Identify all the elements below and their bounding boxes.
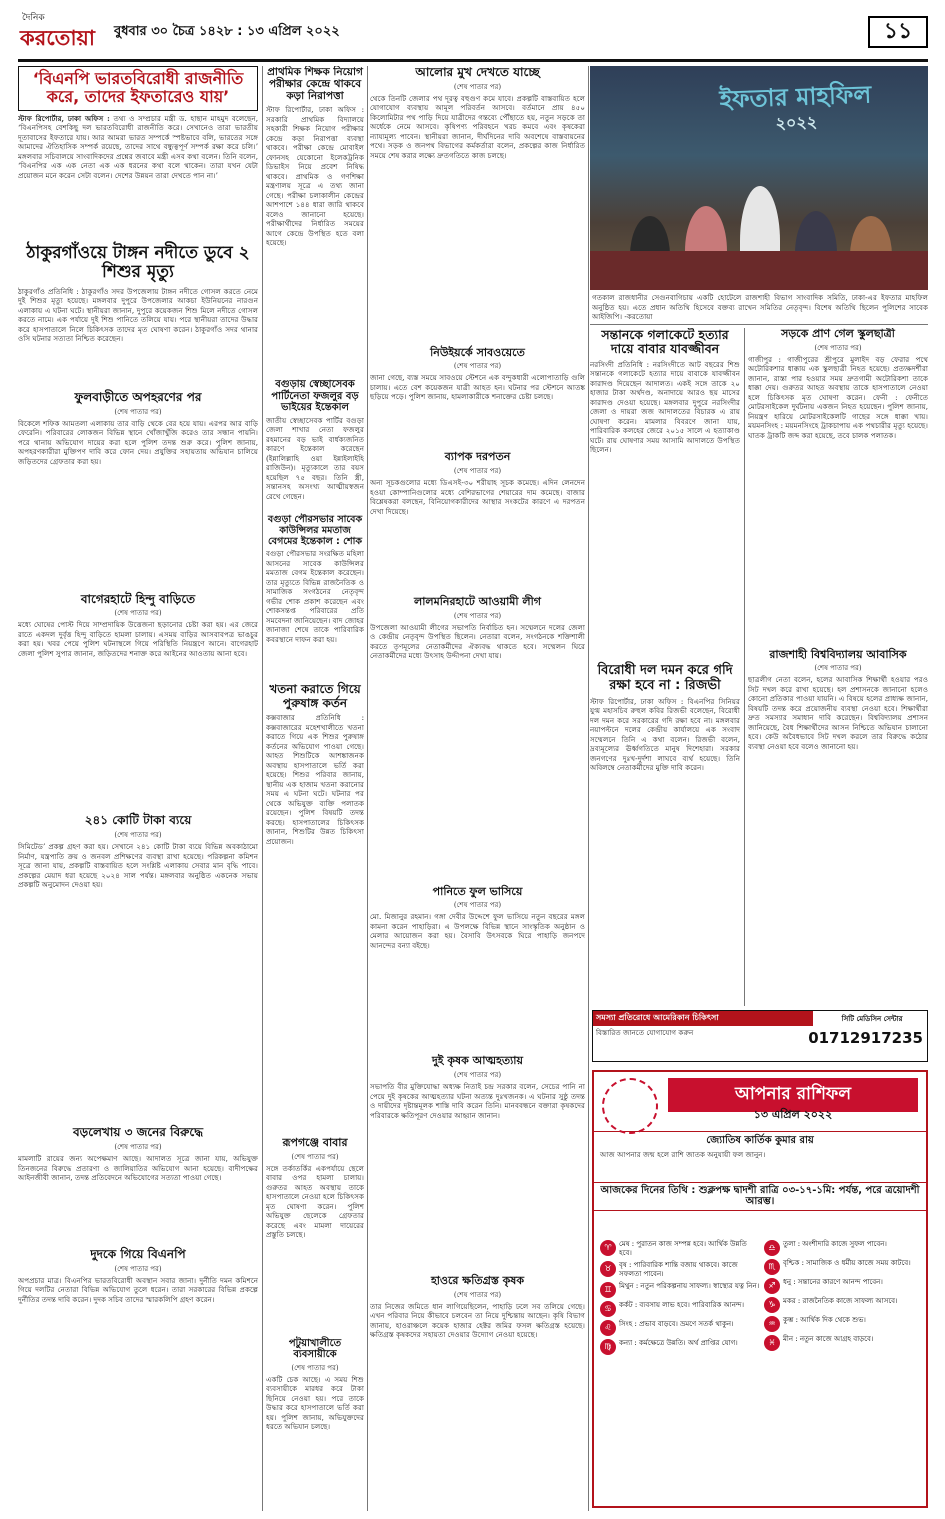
article-body: ঠাকুরগাঁও প্রতিনিধি : ঠাকুরগাঁও সদর উপজেলায় টাঙ্গন নদীতে গোসল করতে নেমে দুই শিশুর মৃত্যু হয়েছে। মঙ্গলবার দুপুরে উপজেলার আকচা ইউনিয়নের নারগুন এলাকায় এ ঘটনা ঘটে। স্থানীয়রা জানান, দুপুরে কয়েকজন শিশু মিলে নদীতে গোসল করতে নামে। এক পর্যায়ে দুই শিশু পানিতে তলিয়ে যায়। পরে স্থানীয়রা তাদের উদ্ধার করে হাসপাতালে নিলে চিকিৎসক তাদের মৃত ঘোষণা করেন। ঠাকুরগাঁও সদর থানার ওসি ঘটনার সত্যতা নিশ্চিত করেছেন।: [18, 286, 258, 344]
continued-label: (শেষ পাতার পর): [291, 1152, 339, 1161]
horoscope-text: বৃষ : পারিবারিক শান্তি বজায় থাকবে। কাজে সফলতা পাবেন।: [619, 1261, 738, 1278]
continued-label: (শেষ পাতার পর): [114, 609, 162, 618]
headline-ru-residential: রাজশাহী বিশ্ববিদ্যালয় আবাসিক: [769, 647, 907, 661]
zodiac-icon: ♒: [764, 1316, 780, 1332]
article-body: অন্য সূচকগুলোর মধ্যে ডিএসই-৩০ শরীয়াহ সূচক কমেছে। এদিন লেনদেন হওয়া কোম্পানিগুলোর মধ্যে বেশিরভাগের শেয়ারের দাম কমেছে। বাজার বিশ্লেষকরা বলছেন, বিনিয়োগকারীদের আস্থার সংকটের কারণে এ দরপতন দেখা দিয়েছে।: [370, 478, 585, 516]
ad-title: সমস্যা প্রতিরোধে আমেরিকান চিকিৎসা: [593, 1011, 813, 1026]
article-body: জাতীয় স্বেচ্ছাসেবক পার্টির বগুড়া জেলা শাখার নেতা ফজলুর রহমানের বড় ভাই বার্ধক্যজনিত কারণে ইন্তেকাল করেছেন (ইন্নালিল্লাহি ওয়া ইন্নাইলাইহি রাজিউন)। মৃত্যুকালে তার বয়স হয়েছিল ৭৫ বছর। তিনি স্ত্রী, সন্তানসহ অসংখ্য আত্মীয়স্বজন রেখে গেছেন।: [266, 415, 364, 501]
article-body: গাজীপুর : গাজীপুরের শ্রীপুরে মুলাইদ বড় ফেরার পথে অটোরিকশার ধাক্কায় এক স্কুলছাত্রী নিহত হয়েছে। প্রত্যক্ষদর্শীরা জানান, রাস্তা পার হওয়ার সময় দ্রুতগামী অটোরিকশা তাকে ধাক্কা দেয়। গুরুতর আহত অবস্থায় তাকে হাসপাতালে নেওয়া হলে চিকিৎসক মৃত ঘোষণা করেন। ফেনী : ফেনীতে মোটরসাইকেল দুর্ঘটনায় একজন নিহত হয়েছেন। পুলিশ জানায়, নিয়ন্ত্রণ হারিয়ে মোটরসাইকেলটি গাছের সঙ্গে ধাক্কা খায়। ময়মনসিংহ : ময়মনসিংহে ট্রাকচাপায় এক পথচারীর মৃত্যু হয়েছে। ঘাতক ট্রাকটি জব্দ করা হয়েছে, তবে চালক পলাতক।: [748, 354, 928, 440]
continued-label: (শেষ পাতার পর): [814, 343, 862, 352]
horoscope-text: মীন : নতুন কাজে আগ্রহ বাড়বে।: [783, 1335, 874, 1343]
horoscope-intro: আজ আপনার জন্ম হলে রাশি জাতক অনুযায়ী ফল জানুন।: [600, 1149, 766, 1159]
horoscope-sign-3: [600, 1301, 760, 1317]
article-body: বিকেলে শফিক আমতলা এলাকায় তার বাড়ি থেকে বের হয়ে যায়। এরপর আর বাড়ি ফেরেনি। পরিবারের লোকজন বিভিন্ন স্থানে খোঁজাখুঁজি করেও তার সন্ধান পায়নি। পরে থানায় অভিযোগ দায়ের করা হলে পুলিশ তদন্ত শুরু করে। পুলিশ জানায়, অপহরণকারীরা মুক্তিপণ দাবি করে ফোন দেয়। প্রযুক্তির সহায়তায় অভিযান চালিয়ে জড়িতদের গ্রেফতার করা হয়।: [18, 418, 258, 466]
zodiac-icon: ♎: [764, 1240, 780, 1256]
headline-drowning: ঠাকুরগাঁওয়ে টাঙ্গন নদীতে ডুবে ২ শিশুর মৃত্যু: [26, 242, 250, 283]
banner-text: ইফতার মাহফিল: [719, 80, 872, 114]
zodiac-icon: ♋: [600, 1301, 616, 1317]
column-divider: [588, 66, 589, 1511]
continued-label: (শেষ পাতার পর): [453, 1071, 502, 1079]
headline-haor-farmer: হাওরে ক্ষতিগ্রস্ত কৃষক: [430, 1274, 525, 1287]
tithi-line: আজকের দিনের তিথি : শুক্লপক্ষ দ্বাদশী রাত্রি ০৩-১৭-১মি: পর্যন্ত, পরে ত্রয়োদশী আরম্ভ।: [594, 1182, 926, 1211]
headline-newyork-subway: নিউইয়র্কে সাবওয়েতে: [430, 345, 525, 359]
horoscope-sign-5: [600, 1339, 760, 1355]
continued-label: (শেষ পাতার পর): [453, 467, 502, 476]
horoscope-sign-0: [764, 1240, 924, 1256]
dateline: বুধবার ৩০ চৈত্র ১৪২৮ : ১৩ এপ্রিল ২০২২: [114, 24, 340, 39]
continued-label: (শেষ পাতার পর): [114, 1143, 162, 1152]
column-divider: [744, 328, 745, 1006]
continued-label: (শেষ পাতার পর): [453, 611, 502, 620]
article-body: উপজেলা আওয়ামী লীগের সভাপতি নির্বাচিত হন। সম্মেলনে দলের জেলা ও কেন্দ্রীয় নেতৃবৃন্দ উপস্থিত ছিলেন। নেতারা বলেন, সংগঠনকে শক্তিশালী করতে তৃণমূলের নেতাকর্মীদের ঐক্যবদ্ধ থাকতে হবে। সম্মেলন ঘিরে নেতাকর্মীদের মধ্যে উৎসাহ উদ্দীপনা দেখা যায়।: [370, 622, 585, 661]
horoscope-date: ১৩ এপ্রিল ২০২২: [753, 1108, 833, 1121]
headline-fulbari: ফুলবাড়ীতে অপহরণের পর: [74, 389, 202, 404]
article-body: তার নিজের জমিতে ধান লাগিয়েছিলেন, পাহাড়ি ঢলে সব তলিয়ে গেছে। এখন পরিবার নিয়ে কীভাবে চলবেন তা নিয়ে দুশ্চিন্তায় আছেন। কৃষি বিভাগ জানায়, হাওরাঞ্চলে কয়েক হাজার হেক্টর জমির ফসল ক্ষতিগ্রস্ত হয়েছে। ক্ষতিগ্রস্ত কৃষকদের সহায়তা দেওয়ার উদ্যোগ নেওয়া হয়েছে।: [370, 1301, 585, 1340]
headline-patuakhali: পটুয়াখালীতে ব্যবসায়ীকে: [288, 1337, 342, 1361]
column-1: [18, 66, 258, 1511]
horoscope-sign-4: [764, 1316, 924, 1332]
iftar-photo: [590, 66, 928, 290]
article-body: সভাপতি বীর মুক্তিযোদ্ধা অধ্যক্ষ নিতাই চন্দ্র সরকার বলেন, সেচের পানি না পেয়ে দুই কৃষকের আত্মহত্যার ঘটনা অত্যন্ত দুঃখজনক। এ ঘটনার সুষ্ঠু তদন্ত ও দায়ীদের দৃষ্টান্তমূলক শাস্তি দাবি করেন তিনি। মানববন্ধনে বক্তারা কৃষকদের পরিবারকে ক্ষতিপূরণ দেওয়ার আহ্বান জানান।: [370, 1082, 585, 1120]
ad-body: বিস্তারিত জানতে যোগাযোগ করুন: [596, 1028, 694, 1037]
headline-bogura-death: বগুড়ায় স্বেচ্ছাসেবক পার্টিনেতা ফজলুর বড় ভাইয়ের ইন্তেকাল: [271, 379, 359, 414]
article-body: ছাত্রলীগ নেতা বলেন, হলের আবাসিক শিক্ষার্থী হওয়ার পরও সিট দখল করে রাখা হয়েছে। হল প্রশাসনকে জানানো হলেও কোনো প্রতিকার পাওয়া যায়নি। এ বিষয়ে হলের প্রাধ্যক্ষ জানান, বিষয়টি তদন্ত করে প্রয়োজনীয় ব্যবস্থা নেওয়া হবে। শিক্ষার্থীরা দ্রুত সমস্যার সমাধান দাবি করেছেন। বিশ্ববিদ্যালয় প্রশাসন জানিয়েছে, বৈধ শিক্ষার্থীদের আসন নিশ্চিতে অভিযান চালানো হবে। কেউ অবৈধভাবে সিট দখল করলে তার বিরুদ্ধে কঠোর ব্যবস্থা নেওয়া হবে বলেও জানানো হয়।: [748, 675, 928, 751]
zodiac-icon: ♈: [600, 1240, 616, 1256]
headline-market-fall: ব্যাপক দরপতন: [444, 450, 511, 464]
horoscope-text: মিথুন : নতুন পরিকল্পনায় সাফল্য। স্বাস্থ্যের যত্ন নিন।: [619, 1282, 760, 1290]
headline-rupganj: রূপগঞ্জে বাবার: [282, 1136, 348, 1150]
article-body: স্টাফ রিপোর্টার, ঢাকা অফিস : বিএনপির সিনিয়র যুগ্ম মহাসচিব রুহুল কবির রিজভী বলেছেন, বিরোধী দল দমন করে সরকারের গদি রক্ষা হবে না। মঙ্গলবার নয়াপল্টনে দলের কেন্দ্রীয় কার্যালয়ে এক সংবাদ সম্মেলনে তিনি এ কথা বলেন। রিজভী বলেন, দ্রব্যমূল্যের ঊর্ধ্বগতিতে মানুষ দিশেহারা। সরকার জনগণের দুঃখ-দুর্দশা লাঘবে ব্যর্থ হয়েছে। তিনি অবিলম্বে নেতাকর্মীদের মুক্তি দাবি করেন।: [590, 696, 740, 773]
page-number: ১১: [868, 16, 928, 48]
headline-dudok: দুদকে গিয়ে বিএনপি: [90, 1247, 186, 1262]
headline-farmer-suicide: দুই কৃষক আত্মহত্যায়: [432, 1054, 523, 1068]
photo-caption: গতকাল রাজধানীর সেগুনবাগিচায় একটি হোটেলে রাজশাহী বিভাগ সাংবাদিক সমিতি, ঢাকা-এর ইফতার মাহফিল অনুষ্ঠিত হয়। এতে প্রধান অতিথি হিসেবে বক্তব্য রাখেন সমিতির নেতৃবৃন্দ। বিশেষ অতিথি ছিলেন পুলিশের সাবেক আইজিপি। -করতোয়া: [592, 293, 928, 321]
horoscope-text: কন্যা : কর্মক্ষেত্রে উন্নতি। অর্থ প্রাপ্তির যোগ।: [619, 1339, 738, 1347]
horoscope-left-column: [600, 1240, 760, 1358]
masthead-rule: [18, 59, 928, 62]
horoscope-text: তুলা : অংশীদারি কাজে সুফল পাবেন।: [783, 1240, 887, 1248]
article-body: কক্সবাজার প্রতিনিধি : কক্সবাজারের মহেশখালীতে খতনা করাতে গিয়ে এক শিশুর পুরুষাঙ্গ কর্তনের অভিযোগ পাওয়া গেছে। আহত শিশুটিকে আশঙ্কাজনক অবস্থায় হাসপাতালে ভর্তি করা হয়েছে। শিশুর পরিবার জানায়, স্থানীয় এক হাজাম খতনা করানোর সময় এ ঘটনা ঘটে। ঘটনার পর থেকে অভিযুক্ত ব্যক্তি পলাতক রয়েছেন। পুলিশ বিষয়টি তদন্ত করছে। হাসপাতালের চিকিৎসক জানান, শিশুটির উন্নত চিকিৎসা প্রয়োজন।: [266, 713, 364, 846]
continued-label: (শেষ পাতার পর): [114, 1264, 162, 1273]
article-body: মো. মিজানুর রহমান। গঙ্গা দেবীর উদ্দেশে ফুল ভাসিয়ে নতুন বছরের মঙ্গল কামনা করেন পাহাড়িরা। এ উপলক্ষে বিভিন্ন স্থানে সাংস্কৃতিক অনুষ্ঠান ও মেলার আয়োজন করা হয়। বৈসাবি উৎসবকে ঘিরে পাহাড়ি জনপদে আনন্দের বন্যা বইছে।: [370, 912, 585, 950]
article-body: নরসিংদী প্রতিনিধি : নরসিংদীতে আট বছরের শিশু সন্তানকে গলাকেটে হত্যার দায়ে বাবাকে যাবজ্জীবন কারাদণ্ড দিয়েছেন আদালত। একই সঙ্গে তাকে ২০ হাজার টাকা অর্থদণ্ড, অনাদায়ে আরও ছয় মাসের কারাদণ্ড দেওয়া হয়েছে। মঙ্গলবার দুপুরে নরসিংদীর জেলা ও দায়রা জজ আদালতের বিচারক এ রায় ঘোষণা করেন। মামলার বিবরণে জানা যায়, পারিবারিক কলহের জেরে ২০১৫ সালে এ হত্যাকাণ্ড ঘটে। রায় ঘোষণার সময় আসামি আদালতে উপস্থিত ছিলেন।: [590, 359, 740, 455]
section-divider: [590, 324, 928, 325]
article-body: একটি চেক আছে। এ সময় শিশু ব্যবসায়ীকে মারধর করে টাকা ছিনিয়ে নেওয়া হয়। পরে তাকে উদ্ধার করে হাসপাতালে ভর্তি করা হয়। পুলিশ জানায়, অভিযুক্তদের ধরতে অভিযান চলছে।: [266, 1374, 364, 1432]
continued-label: (শেষ পাতার পর): [814, 664, 862, 673]
horoscope-header: [594, 1072, 926, 1132]
continued-label: (শেষ পাতার পর): [114, 407, 162, 416]
horoscope-sign-3: [764, 1297, 924, 1313]
ad-phone: 01712917235: [808, 1029, 923, 1047]
horoscope-text: মেষ : পুরাতন কাজ সম্পন্ন হবে। আর্থিক উন্নতি হবে।: [619, 1240, 747, 1257]
article-body: [18, 114, 258, 240]
logo-small-text: দৈনিক: [22, 13, 45, 23]
article-body: অপপ্রচার মাত্র। বিএনপির ভারতবিরোধী অবস্থান সবার জানা। দুর্নীতি দমন কমিশনে গিয়ে দলটির নেতারা বিভিন্ন অভিযোগ তুলে ধরেন। তারা সরকারের বিভিন্ন প্রকল্পে দুর্নীতির তদন্ত দাবি করেন। দুদক সচিব তাদের স্মারকলিপি গ্রহণ করেন।: [18, 1275, 258, 1304]
horoscope-text: কর্কট : ব্যবসায় লাভ হবে। পারিবারিক আনন্দ।: [619, 1301, 745, 1309]
continued-label: (শেষ পাতার পর): [453, 901, 502, 910]
byline: স্টাফ রিপোর্টার, ঢাকা অফিস :: [18, 113, 110, 123]
zodiac-icon: ♓: [764, 1335, 780, 1351]
headline-lalmonirhat-al: লালমনিরহাটে আওয়ামী লীগ: [414, 595, 541, 609]
article-text: তথ্য ও সম্প্রচার মন্ত্রী ড. হাছান মাহমুদ বলেছেন, ‘বিএনপিসহ বেশকিছু দল ভারতবিরোধী রাজনীতি করে। সেখানেও তারা ভারতীয় দূতাবাসের ইফতারে যায়। আর আমরা ভারত সম্পর্কে স্পষ্টভাবে বলি, ভারতের সঙ্গে আমাদের ঐতিহাসিক সম্পর্ক রয়েছে, তাদের সাথে বন্ধুত্বপূর্ণ সম্পর্ক রক্ষা করে চলি।’ মঙ্গলবার সচিবালয়ে সাংবাদিকদের প্রশ্নের জবাবে মন্ত্রী এসব কথা বলেন। তিনি বলেন, ‘বিএনপির এক এক নেতা এক এক ধরনের কথা বলে থাকেন। তারা যখন যেটা প্রয়োজন মনে করেন সেটা বলেন। দেশের উন্নয়ন তারা দেখতে পান না।’: [18, 113, 258, 180]
zodiac-icon: ♍: [600, 1339, 616, 1355]
horoscope-sign-1: [764, 1259, 924, 1275]
article-body: থেকে তিনটি জেলার পথ দূরত্ব বহুগুণ কমে যাবে। প্রকল্পটি বাস্তবায়িত হলে যোগাযোগ ব্যবস্থায় আমূল পরিবর্তন আসবে। বর্তমানে প্রায় ৪৫০ কিলোমিটার পথ পাড়ি দিয়ে যাত্রীদের গন্তব্যে পৌঁছাতে হয়, নতুন সড়কে তা অর্ধেকে নেমে আসবে। কৃষিপণ্য পরিবহনে খরচ কমবে এবং কৃষকেরা ন্যায্যমূল্য পাবেন। স্থানীয়রা জানান, দীর্ঘদিনের দাবি অবশেষে বাস্তবায়নের পথে। সড়ক ও জনপথ বিভাগের কর্মকর্তারা বলেন, প্রকল্পের কাজ নির্ধারিত সময়ে শেষ করার লক্ষ্যে দ্রুতগতিতে কাজ চলছে।: [370, 93, 585, 160]
iftar-banner: [719, 81, 872, 138]
headline-light-of-day: আলোর মুখ দেখতে যাচ্ছে: [415, 66, 540, 79]
headline-circumcision: খতনা করাতে গিয়ে পুরুষাঙ্গ কর্তন: [269, 682, 361, 711]
column-3: [370, 66, 585, 1511]
horoscope-box: [592, 1070, 928, 1508]
horoscope-sign-2: [600, 1282, 760, 1298]
horoscope-text: ধনু : সন্তানের কারণে আনন্দ পাবেন।: [783, 1278, 883, 1286]
headline-flowers-water: পানিতে ফুল ভাসিয়ে: [432, 884, 523, 898]
column-4: [590, 328, 740, 1006]
newspaper-logo: [18, 8, 110, 58]
headline-barlekha: বড়লেখায় ৩ জনের বিরুদ্ধে: [72, 1125, 204, 1140]
headline-teacher-exam: প্রাথমিক শিক্ষক নিয়োগ পরীক্ষার কেন্দ্রে থাকবে কড়া নিরাপত্তা: [267, 66, 363, 103]
article-body: মামলাটি রায়ের জন্য অপেক্ষমাণ আছে। আদালত সূত্রে জানা যায়, অভিযুক্ত তিনজনের বিরুদ্ধে প্রতারণা ও জালিয়াতির অভিযোগ আনা হয়েছে। বাদীপক্ষের আইনজীবী জানান, তদন্ত প্রতিবেদনে অভিযোগের সত্যতা পাওয়া গেছে।: [18, 1154, 258, 1183]
horoscope-text: সিংহ : প্রভাব বাড়বে। ভ্রমণে সতর্ক থাকুন।: [619, 1320, 734, 1328]
continued-label: (শেষ পাতার পর): [291, 1363, 339, 1372]
continued-label: (শেষ পাতার পর): [453, 362, 502, 371]
article-body: বগুড়া পৌরসভার সংরক্ষিত মহিলা আসনের সাবেক কাউন্সিলর মমতাজ বেগম ইন্তেকাল করেছেন। তার মৃত্যুতে বিভিন্ন রাজনৈতিক ও সামাজিক সংগঠনের নেতৃবৃন্দ গভীর শোক প্রকাশ করেছেন এবং শোকসন্তপ্ত পরিবারের প্রতি সমবেদনা জানিয়েছেন। বাদ জোহর জানাজা শেষে তাকে পারিবারিক কবরস্থানে দাফন করা হয়।: [266, 549, 364, 644]
headline-box: [18, 66, 258, 111]
continued-label: (শেষ পাতার পর): [453, 1290, 502, 1299]
banner-year: ২০২২: [775, 112, 818, 133]
continued-label: (শেষ পাতার পর): [453, 82, 502, 91]
article-body: মধ্যে ঘোষের পোস্ট দিয়ে সাম্প্রদায়িক উত্তেজনা ছড়ানোর চেষ্টা করা হয়। এর জেরে রাতে একদল দুর্বৃত্ত হিন্দু বাড়িতে হামলা চালায়। এসময় বাড়ির আসবাবপত্র ভাঙচুর করা হয়। খবর পেয়ে পুলিশ ঘটনাস্থলে গিয়ে পরিস্থিতি নিয়ন্ত্রণে আনে। বাগেরহাট জেলা পুলিশ সুপার জানান, জড়িতদের শনাক্ত করে আইনের আওতায় আনা হবে।: [18, 620, 258, 658]
zodiac-icon: ♊: [600, 1282, 616, 1298]
horoscope-text: কুম্ভ : আর্থিক দিক থেকে শুভ।: [783, 1316, 866, 1324]
horoscope-text: মকর : রাজনৈতিক কাজে সাফল্য আসবে।: [783, 1297, 898, 1305]
masthead: [18, 8, 928, 58]
horoscope-author: জ্যোতিষ কার্তিক কুমার রায়: [706, 1135, 814, 1146]
advertisement: [592, 1010, 928, 1062]
horoscope-sign-5: [764, 1335, 924, 1351]
article-body: স্টাফ রিপোর্টার, ঢাকা অফিস : সরকারি প্রাথমিক বিদ্যালয়ে সহকারী শিক্ষক নিয়োগ পরীক্ষার কেন্দ্রে কড়া নিরাপত্তা ব্যবস্থা থাকবে। পরীক্ষা কেন্দ্রে মোবাইল ফোনসহ যেকোনো ইলেকট্রনিক ডিভাইস নিয়ে প্রবেশ নিষিদ্ধ থাকবে। প্রাথমিক ও গণশিক্ষা মন্ত্রণালয় সূত্রে এ তথ্য জানা গেছে। পরীক্ষা চলাকালীন কেন্দ্রের আশপাশে ১৪৪ ধারা জারি থাকবে বলেও জানানো হয়েছে। পরীক্ষার্থীদের নির্ধারিত সময়ের আগে কেন্দ্রে উপস্থিত হতে বলা হয়েছে।: [266, 105, 364, 248]
zodiac-icon: ♑: [764, 1297, 780, 1313]
headline-bnp-india: ‘বিএনপি ভারতবিরোধী রাজনীতি করে, তাদের ইফতারেও যায়’: [32, 69, 244, 107]
zodiac-icon: ♉: [600, 1261, 616, 1277]
headline-241-crore: ২৪১ কোটি টাকা ব্যয়ে: [84, 813, 192, 828]
zodiac-icon: ♏: [764, 1259, 780, 1275]
head-table: [590, 251, 928, 290]
zodiac-icon: ♌: [600, 1320, 616, 1336]
horoscope-right-column: [764, 1240, 924, 1354]
logo-name: করতোয়া: [20, 26, 95, 50]
column-2: [266, 66, 364, 1511]
column-divider: [367, 66, 368, 1511]
article-body: জানা গেছে, ব্যস্ত সময়ে সাবওয়ে স্টেশনে এক বন্দুকধারী এলোপাতাড়ি গুলি চালায়। এতে বেশ কয়েকজন যাত্রী আহত হন। ঘটনার পর স্টেশনে আতঙ্ক ছড়িয়ে পড়ে। পুলিশ জানায়, হামলাকারীকে শনাক্তের চেষ্টা চলছে।: [370, 373, 585, 402]
headline-road-accident: সড়কে প্রাণ গেল স্কুলছাত্রী: [781, 328, 895, 340]
horoscope-sign-2: [764, 1278, 924, 1294]
zodiac-wheel-icon: [602, 1078, 658, 1134]
headline-father-life-term: সন্তানকে গলাকেটে হত্যার দায়ে বাবার যাবজ্জীবন: [601, 328, 729, 357]
article-body: সিমিটেড’ প্রকল্প গ্রহণ করা হয়। সেখানে ২৪১ কোটি টাকা ব্যয়ে বিভিন্ন অবকাঠামো নির্মাণ, যন্ত্রপাতি ক্রয় ও জনবল প্রশিক্ষণের ব্যবস্থা রাখা হয়েছে। পরিকল্পনা কমিশন সূত্রে জানা যায়, প্রকল্পটি বাস্তবায়িত হলে সংশ্লিষ্ট এলাকায় সেবার মান বৃদ্ধি পাবে। প্রকল্পের মেয়াদ ধরা হয়েছে ২০২৪ সাল পর্যন্ত। মঙ্গলবার অনুষ্ঠিত একনেক সভায় প্রকল্পটি অনুমোদন দেওয়া হয়।: [18, 842, 258, 890]
continued-label: (শেষ পাতার পর): [114, 831, 162, 840]
ad-right-title: সিটি মেডিসিন সেন্টার: [841, 1015, 903, 1023]
horoscope-title: আপনার রাশিফল: [668, 1078, 918, 1112]
column-divider: [262, 66, 263, 1511]
horoscope-text: বৃশ্চিক : সামাজিক ও ধর্মীয় কাজে সময় কাটবে।: [783, 1259, 911, 1267]
headline-rizvi: বিরোধী দল দমন করে গদি রক্ষা হবে না : রিজভী: [597, 662, 733, 693]
zodiac-icon: ♐: [764, 1278, 780, 1294]
horoscope-sign-4: [600, 1320, 760, 1336]
horoscope-sign-1: [600, 1261, 760, 1279]
column-5: [748, 328, 928, 1006]
article-body: সঙ্গে তর্কাতর্কির একপর্যায়ে ছেলে বাবার ওপর হামলা চালায়। গুরুতর আহত অবস্থায় তাকে হাসপাতালে নেওয়া হলে চিকিৎসক মৃত ঘোষণা করেন। পুলিশ অভিযুক্ত ছেলেকে গ্রেফতার করেছে এবং মামলা দায়েরের প্রস্তুতি চলছে।: [266, 1163, 364, 1240]
horoscope-sign-0: [600, 1240, 760, 1258]
headline-bagerhat: বাগেরহাটে হিন্দু বাড়িতে: [80, 591, 196, 606]
headline-councillor-death: বগুড়া পৌরসভার সাবেক কাউন্সিলর মমতাজ বেগমের ইন্তেকাল : শোক: [267, 513, 363, 547]
